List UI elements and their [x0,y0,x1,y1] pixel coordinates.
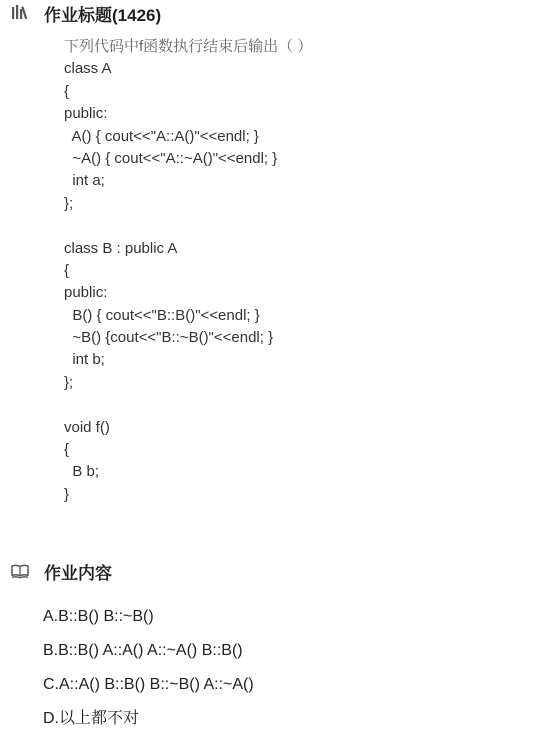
answer-option[interactable]: A.B::B() B::~B() [43,608,154,625]
code-line: class B : public A [64,239,178,257]
assignment-content-header [10,559,112,583]
open-book-icon [10,561,30,581]
code-line: public: [64,284,108,302]
code-line: class A [64,60,112,78]
code-line: B b; [64,463,100,481]
code-line: } [64,485,70,503]
code-line [64,215,544,237]
code-line: { [64,261,70,279]
code-line: int b; [64,351,105,369]
assignment-content-title: 作业内容 [44,563,112,583]
answer-options [43,602,254,738]
answer-option[interactable]: B.B::B() A::A() A::~A() B::B() [43,642,243,659]
code-line: }; [64,194,74,212]
code-line: B() { cout<<"B::B()"<<endl; } [64,306,260,324]
assignment-title: 作业标题(1426) [44,5,162,25]
code-line: void f() [64,418,110,436]
answer-option[interactable]: D.以上都不对 [43,710,140,727]
assignment-title-header [10,1,161,25]
question-code-block [64,36,544,506]
code-line [64,394,544,416]
answer-option[interactable]: C.A::A() B::B() B::~B() A::~A() [43,676,254,693]
code-line: { [64,441,70,459]
code-line: A() { cout<<"A::A()"<<endl; } [64,127,259,145]
code-line: ~A() { cout<<"A::~A()"<<endl; } [64,149,278,167]
library-books-icon [10,3,30,23]
code-line: public: [64,105,108,123]
code-line: }; [64,373,74,391]
code-line: { [64,82,70,100]
code-line: int a; [64,172,105,190]
question-prompt: 下列代码中f函数执行结束后输出（ ） [64,38,313,55]
code-line: ~B() {cout<<"B::~B()"<<endl; } [64,329,274,347]
